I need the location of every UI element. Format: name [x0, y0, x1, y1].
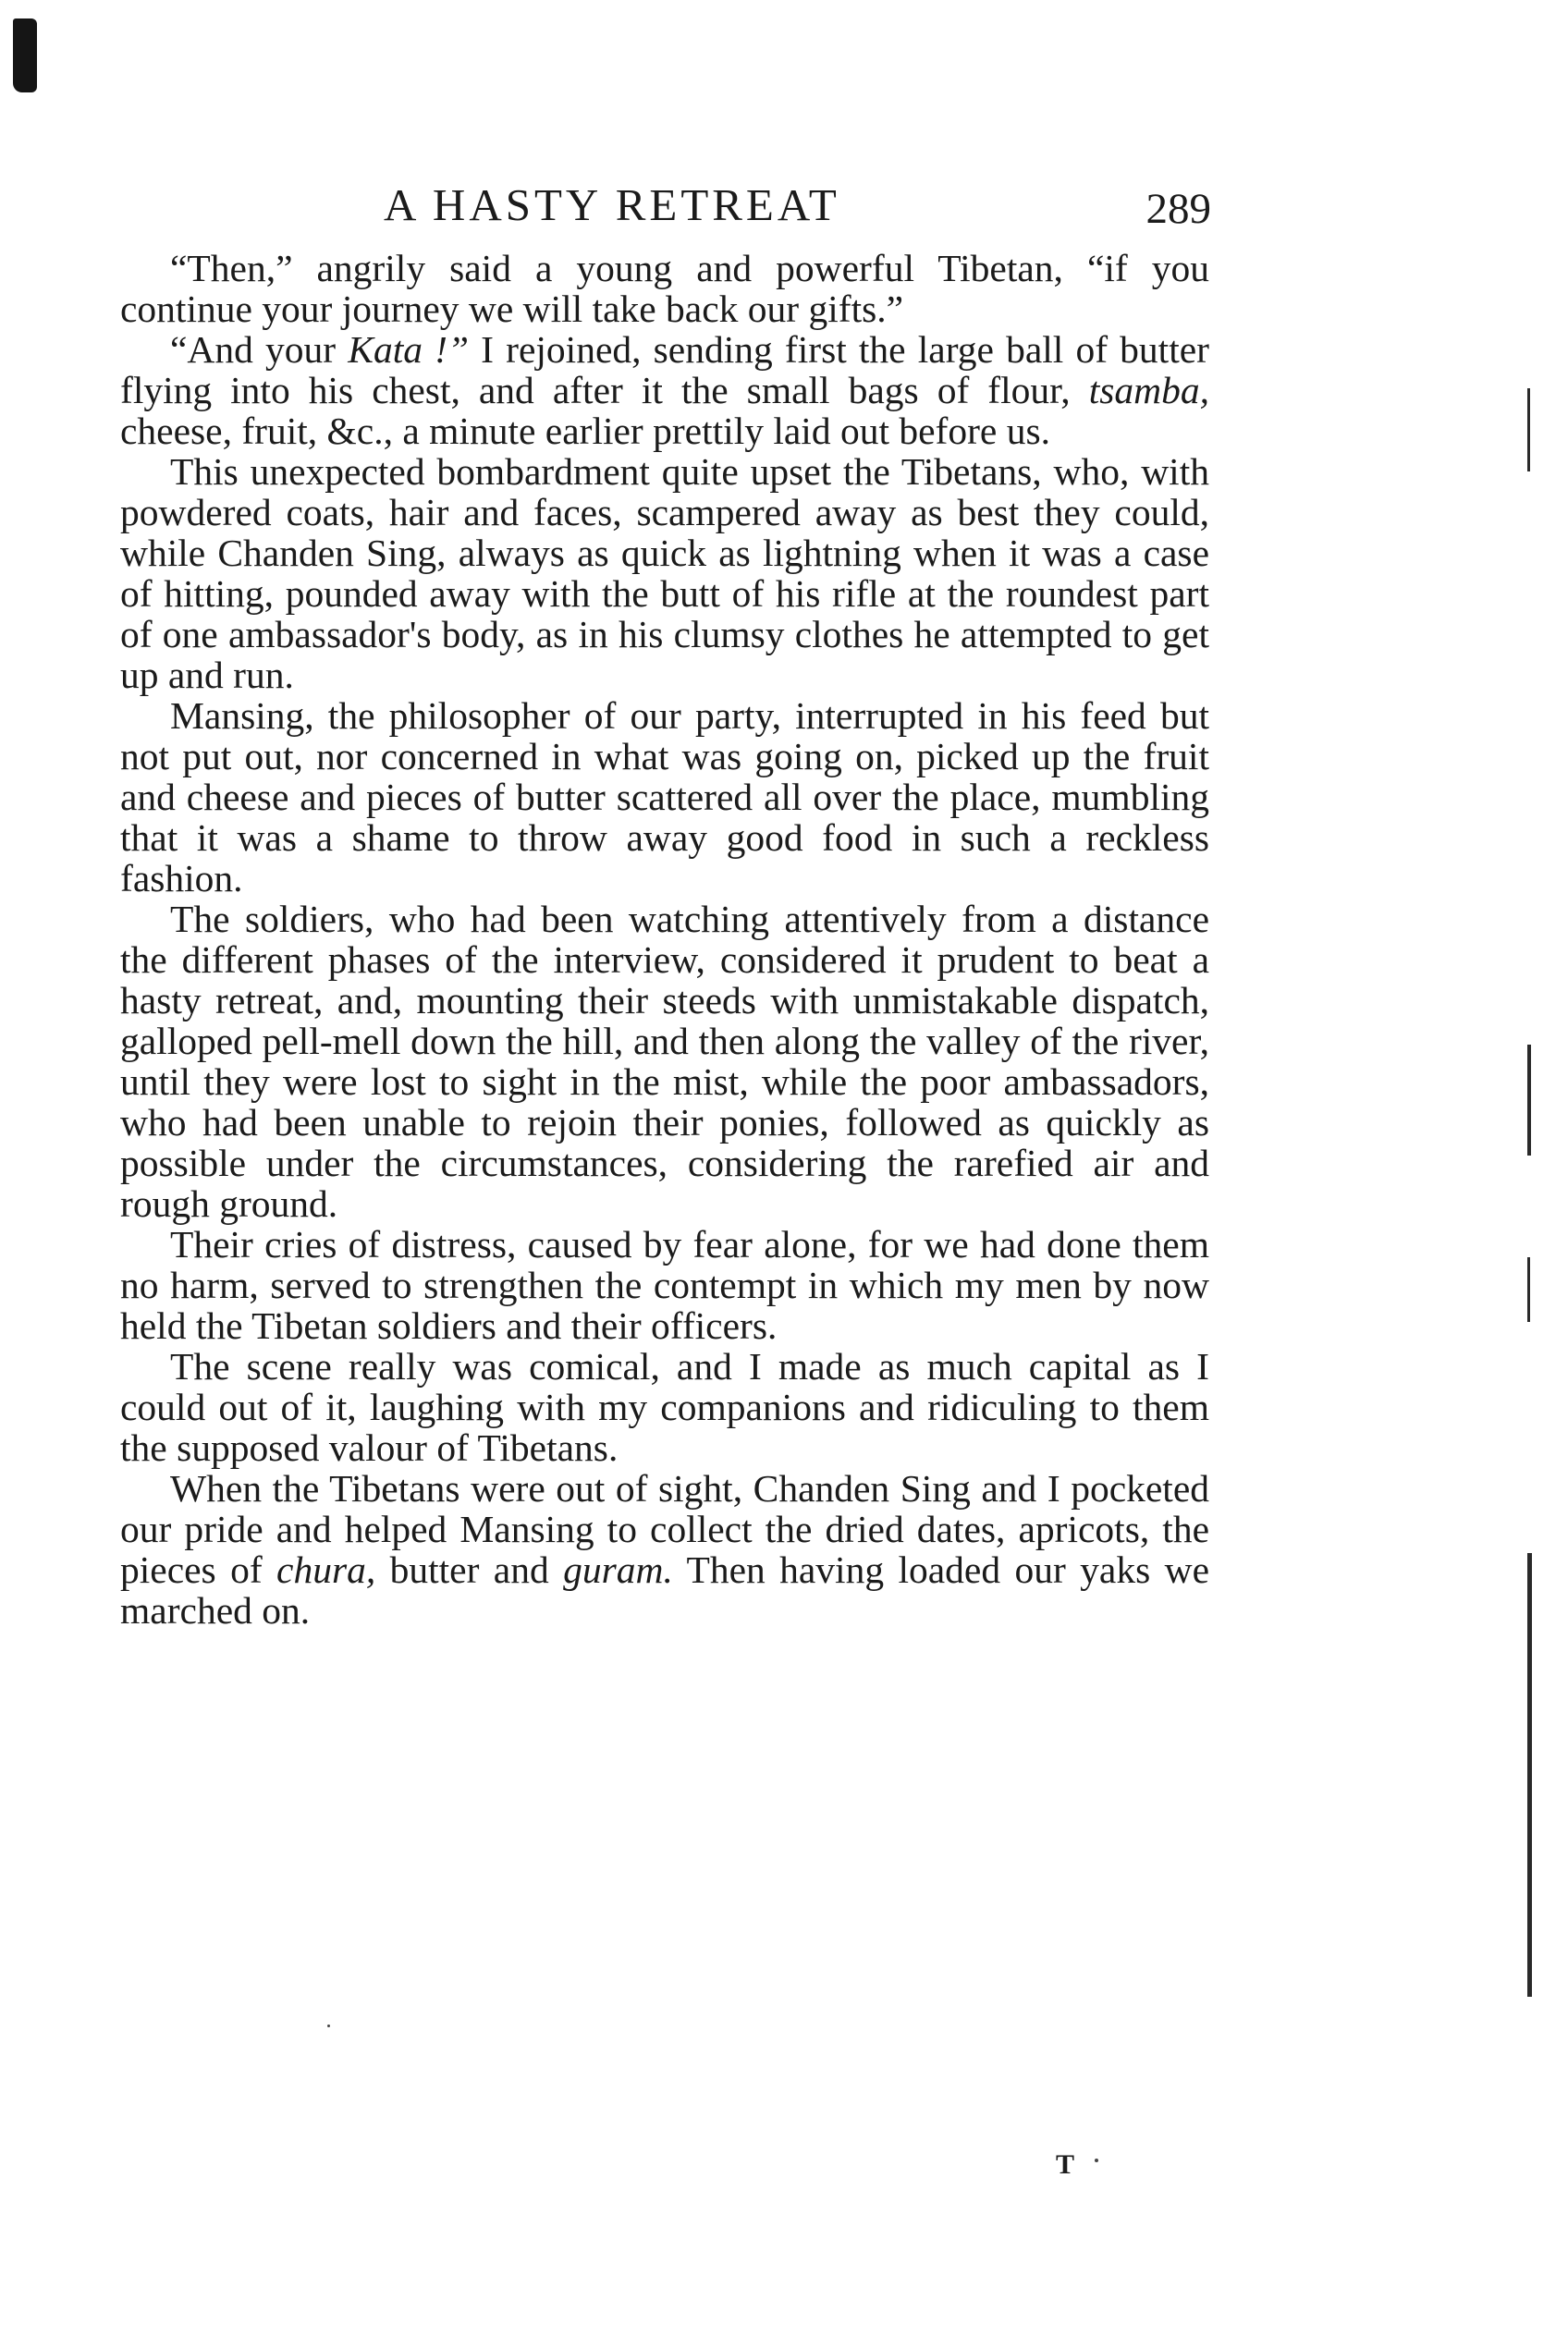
italic-term: Kata !” [348, 328, 470, 371]
body-text [120, 248, 1209, 1631]
text-run: Then having loaded our yaks we marched on. [120, 1548, 1209, 1632]
text-run: I rejoined, sending first the large ball of butter flying into his chest, and after it the small bags of flour, [120, 328, 1209, 411]
paragraph [120, 1346, 1209, 1468]
binding-shadow [13, 18, 37, 92]
text-run: cheese, fruit, &c., a minute earlier prettily laid out before us. [120, 410, 1050, 452]
text-run: This unexpected bombardment quite upset the Tibetans, who, with powdered coats, hair and faces, scampered away as best they could, while Chanden Sing, always as quick as lightning when it was a case of hitting, pounded away with the butt of his rifle at the roundest part of one ambassador's body, as in his clumsy clothes he attempted to get up and run. [120, 450, 1209, 696]
page-edge-marks [1525, 0, 1544, 2349]
running-head [120, 171, 1211, 236]
paragraph [120, 1224, 1209, 1346]
text-run: Mansing, the philosopher of our party, interrupted in his feed but not put out, nor concerned in what was going on, picked up the fruit and cheese and pieces of butter scattered all over the place, mumbling that it was a shame to throw away good food in such a reckless fashion. [120, 694, 1209, 899]
italic-term: chura, [276, 1548, 376, 1591]
italic-term: guram. [563, 1548, 673, 1591]
paragraph [120, 451, 1209, 695]
text-run: The soldiers, who had been watching attentively from a distance the different phases of the interview, considered it prudent to beat a hasty retreat, and, mounting their steeds with unmistakable dispatch, galloped pell-mell down the hill, and then along the valley of the river, until they were lost to sight in the mist, while the poor ambassadors, who had been unable to rejoin their ponies, followed as quickly as possible under the circumstances, considering the rarefied air and rough ground. [120, 898, 1209, 1225]
text-run: When the Tibetans were out of sight, Chanden Sing and I pocketed our pride and helped Mansing to collect the dried dates, apricots, the pieces of [120, 1467, 1209, 1591]
ink-speck [327, 2025, 330, 2027]
italic-term: tsamba, [1088, 369, 1209, 411]
paragraph [120, 1468, 1209, 1631]
page-number: 289 [1145, 185, 1211, 233]
ink-speck [1095, 2159, 1098, 2162]
paragraph [120, 329, 1209, 451]
signature-mark: T [1056, 2149, 1076, 2180]
text-run: The scene really was comical, and I made as much capital as I could out of it, laughing with my companions and ridiculing to them the supposed valour of Tibetans. [120, 1345, 1209, 1469]
running-title: A HASTY RETREAT [384, 179, 840, 230]
text-run: Their cries of distress, caused by fear alone, for we had done them no harm, served to strengthen the contempt in which my men by now held the Tibetan soldiers and their officers. [120, 1223, 1209, 1347]
paragraph [120, 899, 1209, 1224]
paragraph [120, 695, 1209, 899]
text-run: butter and [375, 1548, 564, 1591]
text-run: “Then,” angrily said a young and powerful Tibetan, “if you continue your journey we will take back our gifts.” [120, 247, 1209, 330]
paragraph [120, 248, 1209, 329]
text-run: “And your [170, 328, 349, 371]
